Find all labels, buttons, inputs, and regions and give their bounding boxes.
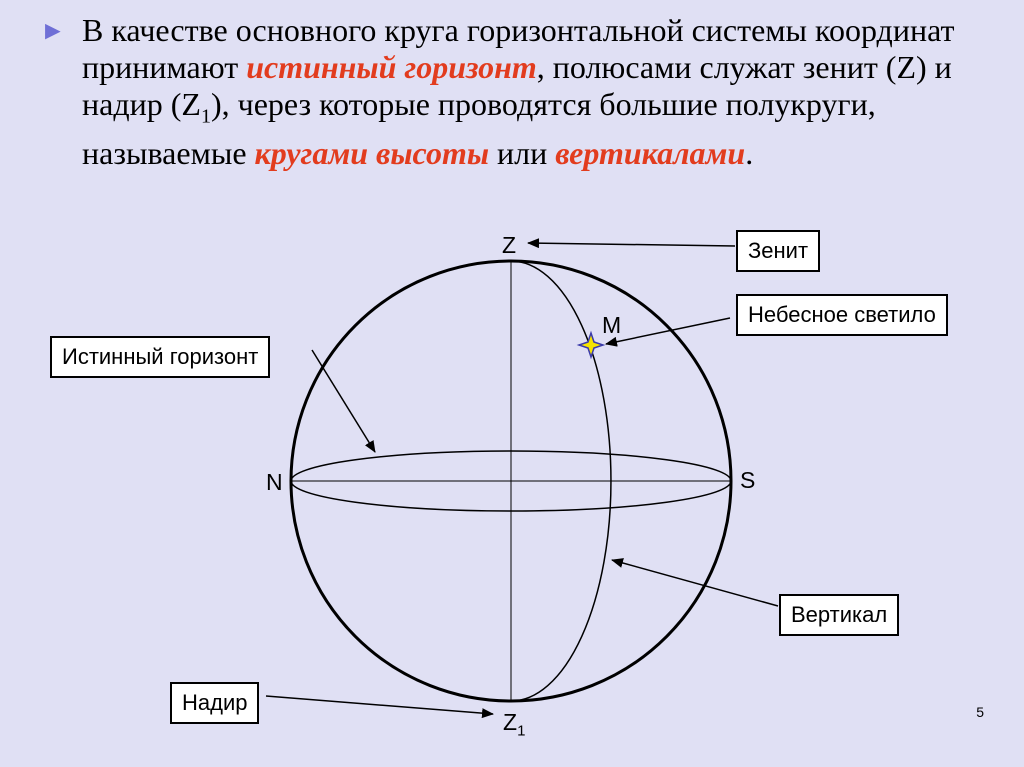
highlight-true-horizon: истинный горизонт	[246, 49, 537, 85]
zenith-point-label: Z	[502, 232, 517, 258]
horizon-label-box: Истинный горизонт	[50, 336, 270, 378]
nadir-letter: Z	[503, 709, 518, 735]
nadir-point-label	[503, 709, 525, 740]
star-callout-arrow	[606, 318, 730, 344]
horizon-callout-arrow	[312, 350, 375, 452]
text-part: , полюсами служат зенит (Z) и надир (Z	[82, 49, 952, 122]
nadir-label-box: Надир	[170, 682, 259, 724]
nadir-subscript: 1	[517, 722, 526, 740]
zenith-label-box: Зенит	[736, 230, 820, 272]
page-number: 5	[976, 704, 984, 720]
star-label-box: Небесное светило	[736, 294, 948, 336]
text-part: В качестве основного круга горизонтальной системы координат принимают	[82, 12, 955, 85]
highlight-verticals: вертикалами	[555, 135, 746, 172]
star-icon	[579, 333, 603, 357]
highlight-altitude-circles: кругами высоты	[254, 135, 490, 172]
north-point-label: N	[266, 469, 283, 495]
text-part: или	[489, 135, 556, 172]
text-part: ), через которые проводятся большие полукруги, называемые	[82, 86, 876, 172]
south-point-label: S	[740, 467, 756, 493]
bullet-arrow-icon: ►	[40, 16, 66, 45]
text-part: .	[745, 135, 754, 172]
subscript-one: 1	[200, 105, 211, 128]
nadir-callout-arrow	[266, 696, 493, 714]
zenith-callout-arrow	[528, 243, 735, 246]
star-point-label: M	[602, 312, 622, 338]
vertical-label-box: Вертикал	[779, 594, 899, 636]
